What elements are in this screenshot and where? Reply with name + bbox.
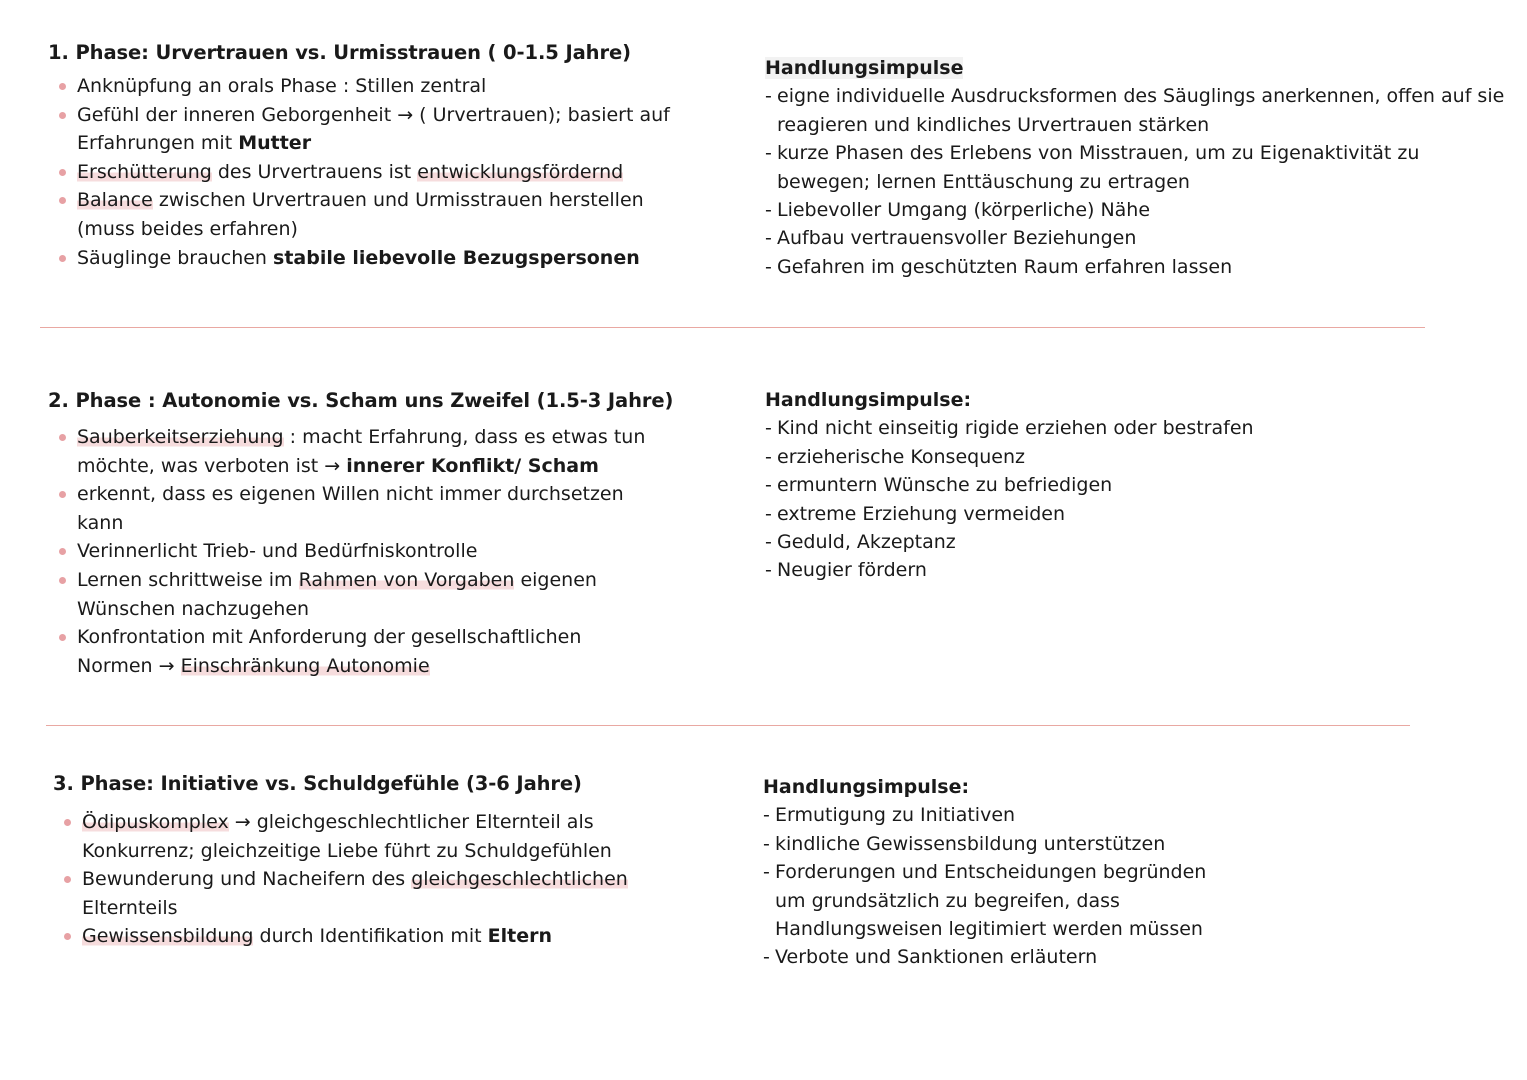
impulse-text: Verbote und Sanktionen erläutern (775, 946, 1098, 969)
bullet-item (48, 537, 648, 566)
impulse-text: eigne individuelle Ausdrucksformen des Säuglings anerkennen, offen auf sie reagieren und kindliches Urvertrauen stärken (777, 85, 1505, 136)
bullet-item (53, 922, 648, 951)
impulse-text: ermuntern Wünsche zu befriedigen (777, 474, 1113, 497)
bullet-item (48, 186, 698, 243)
highlighted-text: Gewissensbildung (82, 925, 254, 948)
bullet-text: Säuglinge brauchen (77, 246, 274, 269)
bullet-dot-icon (59, 491, 66, 498)
impulse-text: Neugier fördern (777, 559, 927, 582)
impulse-text: extreme Erziehung vermeiden (777, 502, 1066, 525)
impulse-text: Forderungen und Entscheidungen begründen um grundsätzlich zu begreifen, dass Handlungsweisen legitimiert werden müssen (775, 861, 1207, 941)
divider-2 (46, 725, 1410, 726)
bullet-text: → gleichgeschlechtlicher Elternteil als Konkurrenz; gleichzeitige Liebe führt zu Schuldgefühlen (82, 811, 612, 862)
bullet-text: Lernen schrittweise im (77, 568, 299, 591)
bullet-item (48, 101, 698, 158)
dash-icon: - (765, 474, 772, 497)
impulse-item (765, 556, 1465, 584)
impulse-text: Geduld, Akzeptanz (777, 531, 956, 554)
impulse-item (765, 528, 1465, 556)
impulse-item (763, 801, 1233, 829)
impulse-item (763, 858, 1233, 943)
dash-icon: - (765, 559, 772, 582)
phase-2-impulse-list (765, 414, 1465, 584)
phase-3-impulse-list (763, 801, 1233, 971)
impulse-item (765, 196, 1510, 224)
phase-1-impulse-heading: Handlungsimpulse (765, 57, 964, 79)
phase-2-bullets (48, 423, 648, 680)
impulse-text: kindliche Gewissensbildung unterstützen (775, 832, 1166, 855)
bullet-dot-icon (64, 876, 71, 883)
impulse-item (765, 500, 1465, 528)
bullet-dot-icon (59, 434, 66, 441)
bullet-item (48, 423, 648, 480)
bullet-text: erkennt, dass es eigenen Willen nicht immer durchsetzen kann (77, 483, 624, 534)
impulse-text: Liebevoller Umgang (körperliche) Nähe (777, 199, 1151, 222)
bullet-dot-icon (59, 577, 66, 584)
phase-3-bullets (53, 808, 648, 951)
dash-icon: - (763, 861, 770, 884)
dash-icon: - (765, 142, 772, 165)
dash-icon: - (765, 445, 772, 468)
highlighted-text: Rahmen von Vorgaben (298, 568, 515, 591)
highlighted-text: Erschütterung (77, 160, 212, 183)
bullet-item (53, 808, 648, 865)
impulse-item (765, 82, 1510, 139)
phase-2-impulse-heading: Handlungsimpulse: (765, 389, 972, 411)
impulse-item (765, 443, 1465, 471)
bold-text: Eltern (487, 925, 553, 948)
bullet-text: Anknüpfung an orals Phase : Stillen zentral (77, 75, 487, 97)
dash-icon: - (765, 417, 772, 440)
bullet-dot-icon (59, 634, 66, 641)
impulse-text: Kind nicht einseitig rigide erziehen oder bestrafen (777, 417, 1254, 440)
impulse-text: kurze Phasen des Erlebens von Misstrauen, um zu Eigenaktivität zu bewegen; lernen Enttäuschung zu ertragen (777, 142, 1420, 193)
dash-icon: - (765, 199, 772, 222)
impulse-item (765, 253, 1510, 281)
impulse-item (763, 943, 1233, 971)
phase-1-impulses (765, 54, 1510, 281)
bullet-dot-icon (59, 548, 66, 555)
bullet-text: : macht Erfahrung, dass es etwas tun möchte, was verboten ist → (77, 426, 646, 477)
bullet-text: eigenen Wünschen nachzugehen (77, 568, 597, 620)
impulse-item (765, 471, 1465, 499)
dash-icon: - (765, 227, 772, 250)
bullet-text: durch Identifikation mit (253, 925, 488, 948)
bullet-item (48, 72, 698, 101)
highlighted-text: entwicklungsfördernd (417, 160, 624, 183)
dash-icon: - (765, 502, 772, 525)
bullet-dot-icon (59, 112, 66, 119)
bold-text: stabile liebevolle Bezugspersonen (273, 246, 640, 269)
bullet-item (48, 480, 648, 537)
dash-icon: - (763, 804, 770, 827)
phase-3-title: 3. Phase: Initiative vs. Schuldgefühle (3-6 Jahre) (53, 772, 582, 795)
bullet-dot-icon (59, 197, 66, 204)
divider-1 (40, 327, 1425, 328)
impulse-item (765, 139, 1510, 196)
highlighted-text: Ödipuskomplex (82, 811, 229, 833)
bullet-item (48, 623, 648, 680)
bullet-dot-icon (64, 819, 71, 826)
bullet-text: Elternteils (82, 896, 178, 919)
bullet-dot-icon (59, 255, 66, 262)
impulse-item (763, 830, 1233, 858)
bold-text: innerer Konflikt/ Scham (346, 454, 599, 477)
impulse-item (765, 414, 1465, 442)
bullet-dot-icon (59, 83, 66, 90)
highlighted-text: Sauberkeitserziehung (77, 426, 284, 448)
bullet-text: Verinnerlicht Trieb- und Bedürfniskontrolle (77, 540, 478, 563)
dash-icon: - (765, 531, 772, 554)
phase-1-bullets (48, 72, 698, 272)
bullet-text: Konfrontation mit Anforderung der gesellschaftlichen Normen → (77, 626, 582, 677)
bullet-item (48, 158, 698, 187)
bullet-item (48, 566, 648, 623)
highlighted-text: Balance (77, 189, 153, 212)
bullet-text: zwischen Urvertrauen und Urmisstrauen herstellen (muss beides erfahren) (77, 189, 644, 240)
highlighted-text: Einschränkung Autonomie (180, 654, 430, 677)
phase-3-impulses (763, 773, 1233, 972)
dash-icon: - (765, 85, 772, 108)
impulse-text: Aufbau vertrauensvoller Beziehungen (777, 227, 1137, 250)
dash-icon: - (763, 832, 770, 855)
bold-text: Mutter (238, 132, 312, 155)
impulse-text: erzieherische Konsequenz (777, 445, 1025, 468)
dash-icon: - (763, 946, 770, 969)
bullet-dot-icon (64, 933, 71, 940)
phase-3-impulse-heading: Handlungsimpulse: (763, 776, 970, 798)
highlighted-text: gleichgeschlechtlichen (411, 868, 628, 891)
phase-1-impulse-list (765, 82, 1510, 281)
impulse-text: Gefahren im geschützten Raum erfahren lassen (777, 255, 1233, 278)
bullet-item (53, 865, 648, 922)
bullet-text: Bewunderung und Nacheifern des (82, 868, 412, 891)
bullet-text: des Urvertrauens ist (211, 160, 418, 183)
impulse-item (765, 224, 1510, 252)
phase-2-impulses (765, 386, 1465, 585)
bullet-dot-icon (59, 169, 66, 176)
impulse-text: Ermutigung zu Initiativen (775, 804, 1016, 827)
phase-2-title: 2. Phase : Autonomie vs. Scham uns Zweifel (1.5-3 Jahre) (48, 389, 674, 412)
bullet-text: Gefühl der inneren Geborgenheit → ( Urvertrauen); basiert auf Erfahrungen mit (77, 103, 670, 155)
bullet-item (48, 244, 698, 273)
phase-1-title: 1. Phase: Urvertrauen vs. Urmisstrauen ( 0-1.5 Jahre) (48, 41, 631, 64)
dash-icon: - (765, 255, 772, 278)
